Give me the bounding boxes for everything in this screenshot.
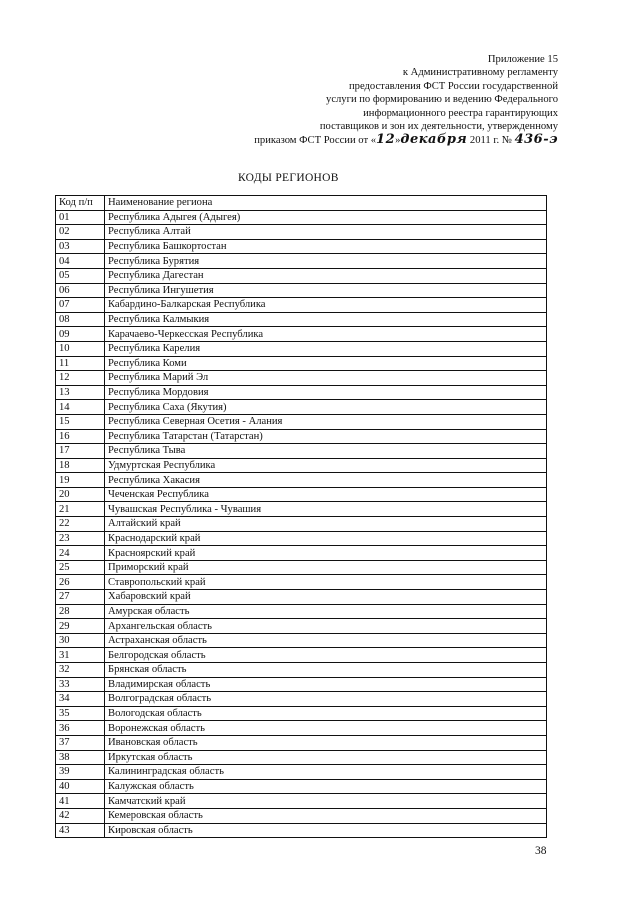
page-number: 38 (535, 845, 547, 857)
region-name-cell: Иркутская область (105, 750, 547, 765)
region-code-cell: 22 (56, 517, 105, 532)
region-name-cell: Астраханская область (105, 633, 547, 648)
region-code-cell: 17 (56, 444, 105, 459)
region-name-cell: Удмуртская Республика (105, 458, 547, 473)
column-header-region: Наименование региона (105, 196, 547, 211)
region-name-cell: Воронежская область (105, 721, 547, 736)
region-code-cell: 01 (56, 210, 105, 225)
table-row (56, 779, 547, 794)
region-code-cell: 41 (56, 794, 105, 809)
region-name-cell: Республика Татарстан (Татарстан) (105, 429, 547, 444)
header-line: информационного реестра гарантирующих (363, 107, 558, 119)
region-name-cell: Республика Мордовия (105, 385, 547, 400)
region-name-cell: Республика Хакасия (105, 473, 547, 488)
region-name-cell: Амурская область (105, 604, 547, 619)
region-name-cell: Кабардино-Балкарская Республика (105, 298, 547, 313)
header-line: Приложение 15 (487, 54, 558, 65)
region-name-cell: Приморский край (105, 560, 547, 575)
region-name-cell: Калужская область (105, 779, 547, 794)
region-name-cell: Краснодарский край (105, 531, 547, 546)
region-name-cell: Республика Бурятия (105, 254, 547, 269)
header-line: услуги по формированию и ведению Федерального (326, 94, 558, 106)
region-name-cell: Республика Адыгея (Адыгея) (105, 210, 547, 225)
table-row (56, 750, 547, 765)
region-code-cell: 09 (56, 327, 105, 342)
region-code-cell: 03 (56, 239, 105, 254)
table-row (56, 706, 547, 721)
table-row (56, 371, 547, 386)
region-name-cell: Архангельская область (105, 619, 547, 634)
table-row (56, 239, 547, 254)
region-name-cell: Красноярский край (105, 546, 547, 561)
region-name-cell: Хабаровский край (105, 590, 547, 605)
region-code-cell: 21 (56, 502, 105, 517)
region-name-cell: Карачаево-Черкесская Республика (105, 327, 547, 342)
region-code-cell: 31 (56, 648, 105, 663)
table-row (56, 619, 547, 634)
region-code-cell: 30 (56, 633, 105, 648)
region-code-cell: 19 (56, 473, 105, 488)
table-row (56, 604, 547, 619)
region-name-cell: Республика Калмыкия (105, 312, 547, 327)
table-row (56, 575, 547, 590)
region-code-cell: 29 (56, 619, 105, 634)
region-code-cell: 16 (56, 429, 105, 444)
table-row (56, 808, 547, 823)
region-code-cell: 37 (56, 735, 105, 750)
header-line: предоставления ФСТ России государственной (349, 80, 558, 92)
region-name-cell: Волгоградская область (105, 692, 547, 707)
table-row (56, 823, 547, 838)
table-row (56, 444, 547, 459)
handwritten-month: декабря (400, 132, 468, 148)
order-prefix: приказом ФСТ России от « (254, 135, 377, 147)
header-line: поставщиков и зон их деятельности, утвержденному (319, 121, 558, 133)
table-row (56, 546, 547, 561)
region-name-cell: Камчатский край (105, 794, 547, 809)
appendix-header (240, 53, 558, 148)
order-line (240, 133, 558, 147)
table-row (56, 458, 547, 473)
region-code-cell: 13 (56, 385, 105, 400)
region-name-cell: Чеченская Республика (105, 487, 547, 502)
handwritten-number: 436-э (514, 132, 558, 148)
region-code-cell: 33 (56, 677, 105, 692)
region-code-cell: 32 (56, 663, 105, 678)
region-name-cell: Брянская область (105, 663, 547, 678)
table-row (56, 298, 547, 313)
region-code-cell: 14 (56, 400, 105, 415)
region-code-cell: 39 (56, 765, 105, 780)
region-code-cell: 18 (56, 458, 105, 473)
region-name-cell: Республика Карелия (105, 341, 547, 356)
region-name-cell: Республика Тыва (105, 444, 547, 459)
region-name-cell: Республика Дагестан (105, 268, 547, 283)
table-row (56, 721, 547, 736)
region-codes-table (55, 195, 547, 838)
region-code-cell: 28 (56, 604, 105, 619)
table-row (56, 400, 547, 415)
region-name-cell: Республика Ингушетия (105, 283, 547, 298)
table-row (56, 473, 547, 488)
table-row (56, 502, 547, 517)
region-code-cell: 05 (56, 268, 105, 283)
order-quote: » (395, 135, 401, 147)
region-code-cell: 43 (56, 823, 105, 838)
table-row (56, 517, 547, 532)
region-code-cell: 25 (56, 560, 105, 575)
table-row (56, 531, 547, 546)
region-name-cell: Кировская область (105, 823, 547, 838)
region-code-cell: 36 (56, 721, 105, 736)
region-code-cell: 06 (56, 283, 105, 298)
region-code-cell: 35 (56, 706, 105, 721)
table-row (56, 765, 547, 780)
region-name-cell: Республика Северная Осетия - Алания (105, 414, 547, 429)
order-year: 2011 г. № (467, 135, 515, 147)
region-code-cell: 20 (56, 487, 105, 502)
table-row (56, 210, 547, 225)
table-row (56, 268, 547, 283)
table-row (56, 385, 547, 400)
region-name-cell: Калининградская область (105, 765, 547, 780)
table-row (56, 254, 547, 269)
table-row (56, 633, 547, 648)
region-name-cell: Алтайский край (105, 517, 547, 532)
table-header-row (56, 196, 547, 211)
table-row (56, 735, 547, 750)
region-code-cell: 11 (56, 356, 105, 371)
region-code-cell: 24 (56, 546, 105, 561)
table-row (56, 429, 547, 444)
region-code-cell: 08 (56, 312, 105, 327)
table-row (56, 590, 547, 605)
table-row (56, 648, 547, 663)
region-name-cell: Кемеровская область (105, 808, 547, 823)
table-row (56, 327, 547, 342)
region-name-cell: Республика Марий Эл (105, 371, 547, 386)
table-row (56, 356, 547, 371)
table-row (56, 663, 547, 678)
table-row (56, 692, 547, 707)
region-code-cell: 07 (56, 298, 105, 313)
region-name-cell: Республика Алтай (105, 225, 547, 240)
table-row (56, 794, 547, 809)
table-row (56, 560, 547, 575)
region-code-cell: 10 (56, 341, 105, 356)
region-code-cell: 02 (56, 225, 105, 240)
region-code-cell: 12 (56, 371, 105, 386)
header-line: к Административному регламенту (402, 67, 558, 79)
region-code-cell: 42 (56, 808, 105, 823)
region-code-cell: 26 (56, 575, 105, 590)
column-header-code: Код п/п (56, 196, 105, 211)
region-code-cell: 38 (56, 750, 105, 765)
table-row (56, 677, 547, 692)
region-name-cell: Владимирская область (105, 677, 547, 692)
region-code-cell: 15 (56, 414, 105, 429)
region-code-cell: 23 (56, 531, 105, 546)
table-row (56, 487, 547, 502)
region-name-cell: Белгородская область (105, 648, 547, 663)
table-row (56, 341, 547, 356)
table-body (56, 210, 547, 838)
region-code-cell: 27 (56, 590, 105, 605)
region-name-cell: Республика Коми (105, 356, 547, 371)
region-name-cell: Республика Башкортостан (105, 239, 547, 254)
region-name-cell: Чувашская Республика - Чувашия (105, 502, 547, 517)
region-code-cell: 40 (56, 779, 105, 794)
handwritten-day: 12 (376, 132, 396, 148)
region-code-cell: 04 (56, 254, 105, 269)
region-name-cell: Республика Саха (Якутия) (105, 400, 547, 415)
table-row (56, 312, 547, 327)
page-title: КОДЫ РЕГИОНОВ (238, 172, 339, 184)
region-name-cell: Ивановская область (105, 735, 547, 750)
table-row (56, 283, 547, 298)
region-name-cell: Ставропольский край (105, 575, 547, 590)
table-row (56, 414, 547, 429)
region-name-cell: Вологодская область (105, 706, 547, 721)
table-row (56, 225, 547, 240)
region-code-cell: 34 (56, 692, 105, 707)
